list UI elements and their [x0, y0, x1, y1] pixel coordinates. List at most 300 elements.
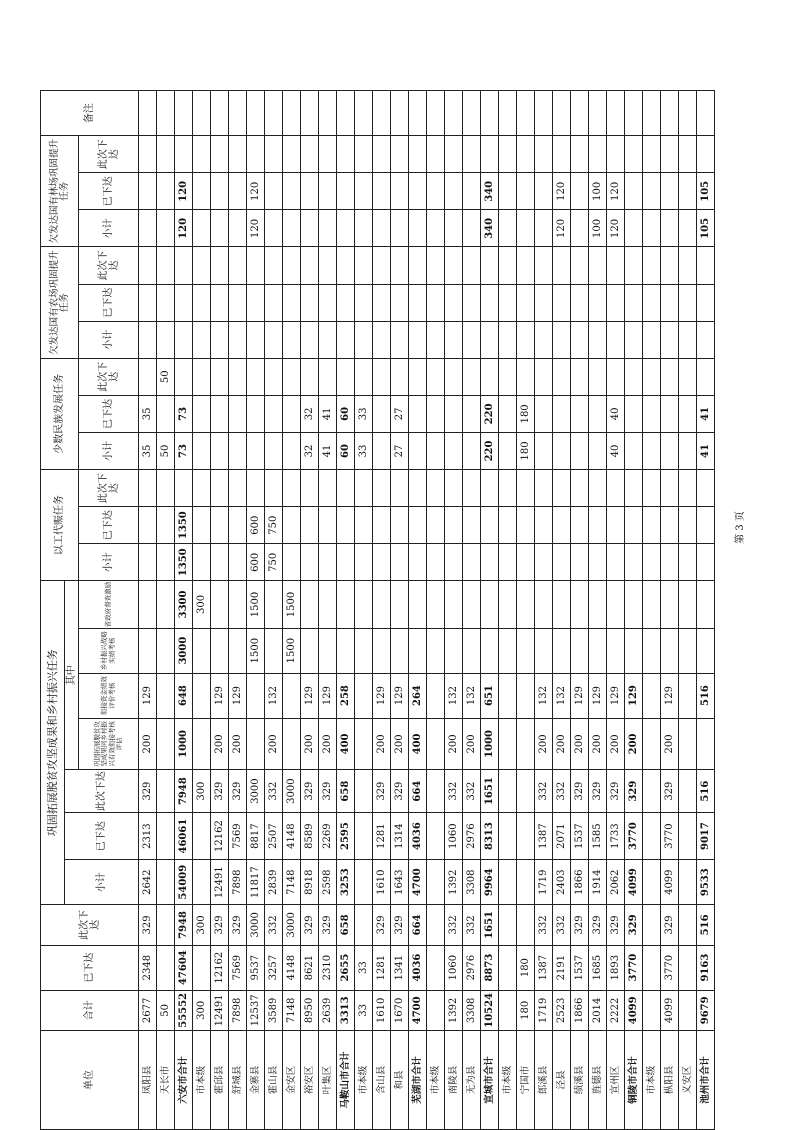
table-cell	[373, 91, 391, 136]
table-cell	[661, 136, 679, 173]
table-cell	[337, 581, 355, 628]
table-cell	[373, 284, 391, 321]
table-cell: 27	[391, 395, 409, 432]
table-cell: 120	[247, 210, 265, 247]
table-cell: 332	[553, 905, 571, 945]
table-row	[373, 91, 391, 1130]
table-cell	[373, 395, 391, 432]
table-cell	[481, 628, 499, 673]
table-cell: 1585	[589, 812, 607, 859]
table-cell	[229, 210, 247, 247]
table-cell	[211, 507, 229, 544]
table-cell: 9017	[697, 812, 715, 859]
table-cell	[535, 581, 553, 628]
table-cell	[409, 136, 427, 173]
table-cell	[499, 395, 517, 432]
table-cell	[391, 284, 409, 321]
table-cell: 3000	[247, 905, 265, 945]
table-cell	[373, 173, 391, 210]
table-cell: 129	[661, 673, 679, 718]
table-cell	[499, 673, 517, 718]
table-row	[661, 91, 679, 1130]
table-cell	[427, 321, 445, 358]
table-cell: 4700	[409, 860, 427, 905]
table-cell: 1685	[589, 945, 607, 990]
table-cell	[517, 581, 535, 628]
table-cell	[661, 210, 679, 247]
table-cell	[697, 581, 715, 628]
table-cell: 50	[157, 358, 175, 395]
table-cell	[265, 628, 283, 673]
table-cell: 658	[337, 770, 355, 813]
table-cell	[427, 860, 445, 905]
table-cell	[535, 247, 553, 284]
table-cell: 4099	[661, 860, 679, 905]
table-cell	[319, 628, 337, 673]
table-cell	[499, 544, 517, 581]
header-already: 已下达	[65, 812, 139, 859]
table-cell	[265, 210, 283, 247]
table-cell	[571, 432, 589, 469]
table-cell	[445, 628, 463, 673]
header-forest: 欠发达国有林场巩固提升任务	[41, 136, 79, 247]
table-cell: 7948	[175, 905, 193, 945]
table-cell	[553, 395, 571, 432]
table-cell: 55552	[175, 990, 193, 1030]
table-cell	[157, 544, 175, 581]
table-cell	[193, 718, 211, 770]
table-cell: 180	[517, 432, 535, 469]
table-cell	[517, 358, 535, 395]
row-unit-name: 枞阳县	[661, 1031, 679, 1130]
table-cell	[265, 581, 283, 628]
table-cell: 9537	[247, 945, 265, 990]
table-cell	[499, 945, 517, 990]
table-cell	[499, 432, 517, 469]
header-workrelief: 以工代赈任务	[41, 470, 79, 581]
table-cell	[445, 470, 463, 507]
table-cell	[679, 470, 697, 507]
table-cell: 340	[481, 173, 499, 210]
table-cell	[589, 395, 607, 432]
table-cell	[211, 210, 229, 247]
table-cell: 1281	[373, 812, 391, 859]
table-cell: 1060	[445, 812, 463, 859]
table-cell	[301, 358, 319, 395]
table-cell	[697, 136, 715, 173]
table-cell	[301, 173, 319, 210]
table-cell	[571, 210, 589, 247]
table-cell	[337, 321, 355, 358]
header-sub1: 巩固拓展脱贫攻坚成果同乡村振兴有效衔接考核评估	[79, 718, 139, 770]
table-cell: 329	[607, 905, 625, 945]
table-cell	[643, 990, 661, 1030]
table-cell	[517, 770, 535, 813]
table-cell	[391, 358, 409, 395]
table-cell: 300	[193, 770, 211, 813]
row-unit-name: 绩溪县	[571, 1031, 589, 1130]
table-cell	[661, 247, 679, 284]
table-cell: 329	[607, 770, 625, 813]
table-cell: 105	[697, 173, 715, 210]
table-cell: 200	[571, 718, 589, 770]
table-cell: 3770	[661, 945, 679, 990]
table-cell	[193, 628, 211, 673]
table-cell	[499, 210, 517, 247]
table-cell: 2523	[553, 990, 571, 1030]
table-cell	[283, 544, 301, 581]
table-cell: 1000	[481, 718, 499, 770]
table-cell	[355, 673, 373, 718]
table-cell	[391, 470, 409, 507]
table-cell	[661, 581, 679, 628]
table-row	[193, 91, 211, 1130]
table-cell	[265, 284, 283, 321]
table-cell	[445, 544, 463, 581]
table-cell	[139, 507, 157, 544]
table-cell	[355, 718, 373, 770]
table-cell	[607, 91, 625, 136]
table-cell: 750	[265, 507, 283, 544]
table-cell	[355, 321, 373, 358]
table-cell	[463, 432, 481, 469]
table-cell: 4148	[283, 812, 301, 859]
table-cell: 329	[571, 770, 589, 813]
row-unit-name: 金安区	[283, 1031, 301, 1130]
table-cell: 120	[607, 210, 625, 247]
table-cell: 1387	[535, 812, 553, 859]
table-cell	[499, 905, 517, 945]
table-cell: 46061	[175, 812, 193, 859]
table-cell	[499, 770, 517, 813]
table-cell: 332	[265, 770, 283, 813]
table-cell	[445, 581, 463, 628]
table-cell	[499, 173, 517, 210]
table-cell	[319, 581, 337, 628]
table-cell	[355, 581, 373, 628]
table-cell	[157, 673, 175, 718]
table-cell	[157, 718, 175, 770]
table-cell	[265, 91, 283, 136]
table-cell	[517, 247, 535, 284]
table-cell: 329	[319, 770, 337, 813]
table-cell	[679, 321, 697, 358]
table-cell: 129	[139, 673, 157, 718]
table-cell: 1651	[481, 905, 499, 945]
table-cell	[247, 470, 265, 507]
table-cell: 12162	[211, 945, 229, 990]
table-cell	[157, 860, 175, 905]
table-cell	[625, 395, 643, 432]
table-cell	[301, 284, 319, 321]
table-cell: 120	[553, 210, 571, 247]
table-cell: 129	[607, 673, 625, 718]
table-cell	[337, 173, 355, 210]
table-cell	[391, 321, 409, 358]
table-cell: 2062	[607, 860, 625, 905]
table-cell	[265, 395, 283, 432]
table-cell	[409, 544, 427, 581]
table-cell	[247, 358, 265, 395]
table-cell	[463, 91, 481, 136]
table-cell	[571, 358, 589, 395]
header-farm: 欠发达国有农场巩固提升任务	[41, 247, 79, 358]
table-cell: 3308	[463, 990, 481, 1030]
table-cell: 332	[445, 905, 463, 945]
table-cell	[571, 507, 589, 544]
table-cell: 3770	[625, 812, 643, 859]
table-cell	[679, 812, 697, 859]
table-cell: 329	[661, 770, 679, 813]
table-cell: 329	[373, 770, 391, 813]
table-cell: 516	[697, 770, 715, 813]
rotated-table-sheet	[40, 90, 711, 1130]
table-cell	[373, 581, 391, 628]
table-row	[139, 91, 157, 1130]
header-issued: 已下达	[41, 945, 139, 990]
table-cell: 2507	[265, 812, 283, 859]
header-mi-subtotal: 小计	[79, 432, 139, 469]
table-cell	[247, 321, 265, 358]
row-unit-name: 舒城县	[229, 1031, 247, 1130]
table-cell	[265, 470, 283, 507]
table-cell	[553, 507, 571, 544]
row-unit-name: 金寨县	[247, 1031, 265, 1130]
table-cell	[661, 628, 679, 673]
table-cell: 7898	[229, 860, 247, 905]
table-cell	[427, 136, 445, 173]
table-cell: 41	[319, 395, 337, 432]
table-cell: 132	[445, 673, 463, 718]
table-cell	[571, 91, 589, 136]
table-cell: 664	[409, 770, 427, 813]
table-cell	[463, 358, 481, 395]
table-cell: 200	[139, 718, 157, 770]
table-cell	[139, 136, 157, 173]
table-cell	[427, 770, 445, 813]
table-cell	[463, 247, 481, 284]
table-cell	[589, 358, 607, 395]
table-cell: 120	[175, 210, 193, 247]
table-cell: 600	[247, 507, 265, 544]
table-cell: 2222	[607, 990, 625, 1030]
table-cell: 2655	[337, 945, 355, 990]
table-cell	[373, 544, 391, 581]
table-cell	[607, 544, 625, 581]
row-unit-name: 裕安区	[301, 1031, 319, 1130]
table-cell: 329	[211, 905, 229, 945]
table-cell: 1314	[391, 812, 409, 859]
table-cell: 1350	[175, 544, 193, 581]
table-cell	[211, 284, 229, 321]
table-cell	[607, 284, 625, 321]
row-unit-name: 义安区	[679, 1031, 697, 1130]
table-cell: 7569	[229, 945, 247, 990]
table-cell	[589, 91, 607, 136]
table-cell	[355, 628, 373, 673]
table-cell: 329	[373, 905, 391, 945]
table-cell: 10524	[481, 990, 499, 1030]
table-cell	[661, 321, 679, 358]
table-cell	[571, 581, 589, 628]
table-cell	[283, 673, 301, 718]
table-cell: 3770	[661, 812, 679, 859]
table-cell	[391, 628, 409, 673]
table-cell	[463, 173, 481, 210]
table-cell	[643, 247, 661, 284]
table-row	[589, 91, 607, 1130]
table-cell	[247, 91, 265, 136]
table-cell	[229, 628, 247, 673]
table-cell: 4700	[409, 990, 427, 1030]
table-cell	[445, 321, 463, 358]
table-row	[517, 91, 535, 1130]
table-cell	[517, 321, 535, 358]
table-cell	[535, 628, 553, 673]
table-cell	[229, 91, 247, 136]
table-cell	[427, 673, 445, 718]
table-cell	[157, 945, 175, 990]
table-row	[463, 91, 481, 1130]
table-cell	[157, 507, 175, 544]
table-cell	[697, 91, 715, 136]
table-cell	[553, 247, 571, 284]
table-cell: 200	[373, 718, 391, 770]
table-cell	[535, 470, 553, 507]
table-row	[499, 91, 517, 1130]
table-cell	[229, 136, 247, 173]
table-row	[175, 91, 193, 1130]
table-cell	[391, 581, 409, 628]
table-cell	[337, 91, 355, 136]
table-cell	[175, 284, 193, 321]
table-cell	[661, 544, 679, 581]
table-cell: 2639	[319, 990, 337, 1030]
row-unit-name: 宣州区	[607, 1031, 625, 1130]
table-row	[571, 91, 589, 1130]
table-cell: 2071	[553, 812, 571, 859]
table-row	[211, 91, 229, 1130]
table-cell: 12537	[247, 990, 265, 1030]
header-fa-this: 此次下达	[79, 247, 139, 284]
table-cell	[517, 284, 535, 321]
table-cell	[643, 581, 661, 628]
table-cell: 33	[355, 395, 373, 432]
table-cell	[445, 210, 463, 247]
table-cell	[643, 905, 661, 945]
table-cell	[409, 432, 427, 469]
table-cell	[409, 91, 427, 136]
table-cell	[643, 91, 661, 136]
table-cell: 300	[193, 905, 211, 945]
table-cell	[499, 507, 517, 544]
table-cell: 1060	[445, 945, 463, 990]
table-body	[139, 91, 715, 1130]
row-unit-name: 旌德县	[589, 1031, 607, 1130]
table-cell	[643, 507, 661, 544]
table-cell	[463, 395, 481, 432]
table-cell: 4148	[283, 945, 301, 990]
row-unit-name: 池州市合计	[697, 1031, 715, 1130]
table-cell: 9964	[481, 860, 499, 905]
table-cell	[499, 581, 517, 628]
table-cell	[373, 358, 391, 395]
table-cell	[499, 812, 517, 859]
table-cell: 329	[139, 770, 157, 813]
table-cell	[643, 718, 661, 770]
table-cell: 332	[463, 770, 481, 813]
table-cell	[373, 136, 391, 173]
table-cell	[517, 628, 535, 673]
table-cell: 7569	[229, 812, 247, 859]
table-cell	[427, 990, 445, 1030]
table-cell	[373, 470, 391, 507]
table-cell	[625, 210, 643, 247]
table-cell: 4099	[661, 990, 679, 1030]
row-unit-name: 芜湖市合计	[409, 1031, 427, 1130]
header-this-time: 此次下达	[41, 905, 139, 945]
table-cell	[157, 395, 175, 432]
table-cell: 35	[139, 432, 157, 469]
table-cell	[535, 284, 553, 321]
header-consolidate: 巩固拓展脱贫攻坚成果和乡村振兴任务	[41, 581, 65, 905]
header-fo-already: 已下达	[79, 173, 139, 210]
table-cell	[247, 718, 265, 770]
table-cell	[445, 432, 463, 469]
table-row	[337, 91, 355, 1130]
table-cell	[643, 673, 661, 718]
table-cell	[355, 507, 373, 544]
row-unit-name: 天长市	[157, 1031, 175, 1130]
table-cell	[355, 770, 373, 813]
table-cell: 8621	[301, 945, 319, 990]
table-cell	[175, 470, 193, 507]
table-cell	[517, 210, 535, 247]
table-cell	[607, 321, 625, 358]
table-cell	[427, 395, 445, 432]
table-cell	[679, 990, 697, 1030]
table-cell	[427, 544, 445, 581]
table-cell	[355, 247, 373, 284]
table-cell	[499, 321, 517, 358]
table-cell	[427, 812, 445, 859]
table-cell	[193, 544, 211, 581]
page-number: 第 3 页	[734, 511, 746, 544]
table-cell	[589, 321, 607, 358]
table-cell	[409, 173, 427, 210]
table-cell	[679, 284, 697, 321]
table-cell: 8873	[481, 945, 499, 990]
table-cell: 1500	[283, 628, 301, 673]
table-cell: 3308	[463, 860, 481, 905]
row-unit-name: 市本级	[427, 1031, 445, 1130]
table-cell	[319, 247, 337, 284]
table-cell: 1500	[247, 581, 265, 628]
table-cell	[553, 321, 571, 358]
table-cell	[643, 173, 661, 210]
table-cell	[589, 284, 607, 321]
table-cell	[427, 718, 445, 770]
table-cell	[445, 395, 463, 432]
table-cell: 200	[625, 718, 643, 770]
table-cell	[679, 628, 697, 673]
table-cell	[157, 581, 175, 628]
table-cell	[157, 210, 175, 247]
table-cell: 200	[607, 718, 625, 770]
table-cell: 50	[157, 990, 175, 1030]
table-cell	[661, 358, 679, 395]
table-cell: 329	[301, 770, 319, 813]
